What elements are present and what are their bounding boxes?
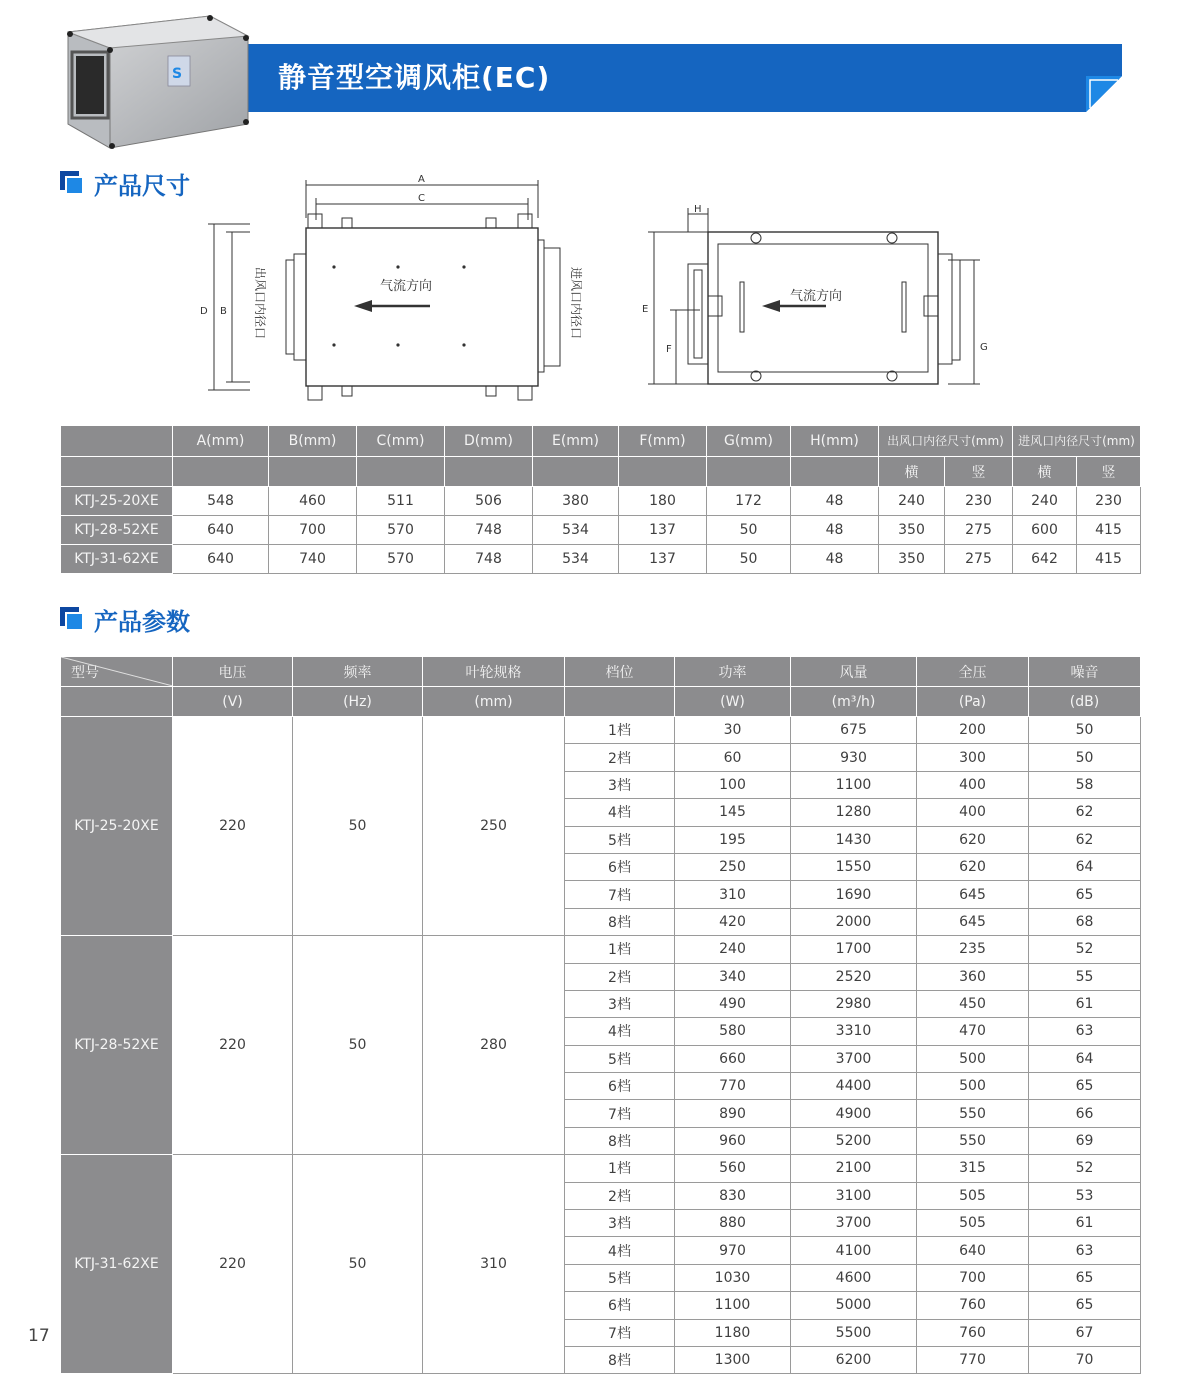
value-cell: 250 — [675, 853, 791, 880]
airflow-label-side: 气流方向 — [790, 289, 843, 304]
model-cell: KTJ-31-62XE — [61, 1155, 173, 1374]
value-cell: 65 — [1029, 1292, 1141, 1319]
value-cell: 5500 — [791, 1319, 917, 1346]
value-cell: 620 — [917, 826, 1029, 853]
value-cell: 450 — [917, 990, 1029, 1017]
speed-cell: 5档 — [565, 1264, 675, 1291]
value-cell: 760 — [917, 1292, 1029, 1319]
value-cell: 5000 — [791, 1292, 917, 1319]
header-frequency: 频率 — [293, 657, 423, 687]
value-cell: 500 — [917, 1073, 1029, 1100]
value-cell: 62 — [1029, 799, 1141, 826]
dim-label-h: H — [694, 204, 702, 215]
value-cell: 415 — [1077, 545, 1141, 574]
value-cell: 534 — [533, 516, 619, 545]
section-title-params: 产品参数 — [60, 602, 190, 636]
value-cell: 52 — [1029, 1155, 1141, 1182]
speed-cell: 5档 — [565, 1045, 675, 1072]
value-cell: 400 — [917, 799, 1029, 826]
table-row — [61, 545, 1141, 574]
value-cell: 642 — [1013, 545, 1077, 574]
model-cell: KTJ-28-52XE — [61, 936, 173, 1155]
value-cell: 235 — [917, 936, 1029, 963]
value-cell: 4900 — [791, 1100, 917, 1127]
value-cell: 890 — [675, 1100, 791, 1127]
value-cell: 48 — [791, 487, 879, 516]
header-voltage: 电压 — [173, 657, 293, 687]
value-cell: 48 — [791, 516, 879, 545]
value-cell: 145 — [675, 799, 791, 826]
value-cell: 50 — [1029, 744, 1141, 771]
sub-header-v: 竖 — [945, 457, 1013, 487]
value-cell: 67 — [1029, 1319, 1141, 1346]
voltage-cell: 220 — [173, 936, 293, 1155]
value-cell: 300 — [917, 744, 1029, 771]
value-cell: 1300 — [675, 1346, 791, 1373]
section-square-icon — [60, 607, 84, 631]
unit-voltage: (V) — [173, 687, 293, 717]
value-cell: 48 — [791, 545, 879, 574]
inlet-label: 进风口内径口 — [569, 267, 583, 340]
value-cell: 2520 — [791, 963, 917, 990]
value-cell: 68 — [1029, 908, 1141, 935]
value-cell: 760 — [917, 1319, 1029, 1346]
section-square-icon — [60, 171, 84, 195]
value-cell: 3100 — [791, 1182, 917, 1209]
unit-noise: (dB) — [1029, 687, 1141, 717]
value-cell: 675 — [791, 717, 917, 744]
impeller-cell: 280 — [423, 936, 565, 1155]
corner-header: 型号 — [61, 657, 173, 687]
speed-cell: 6档 — [565, 1073, 675, 1100]
value-cell: 350 — [879, 545, 945, 574]
voltage-cell: 220 — [173, 1155, 293, 1374]
sub-header-h: 横 — [1013, 457, 1077, 487]
unit-frequency: (Hz) — [293, 687, 423, 717]
model-cell: KTJ-25-20XE — [61, 487, 173, 516]
value-cell: 740 — [269, 545, 357, 574]
value-cell: 240 — [879, 487, 945, 516]
value-cell: 195 — [675, 826, 791, 853]
value-cell: 275 — [945, 516, 1013, 545]
value-cell: 240 — [1013, 487, 1077, 516]
dim-label-d: D — [200, 306, 208, 317]
speed-cell: 1档 — [565, 717, 675, 744]
speed-cell: 2档 — [565, 963, 675, 990]
value-cell: 50 — [707, 516, 791, 545]
table-row — [61, 487, 1141, 516]
table-row — [61, 717, 1141, 744]
model-cell: KTJ-25-20XE — [61, 717, 173, 936]
value-cell: 570 — [357, 545, 445, 574]
value-cell: 880 — [675, 1210, 791, 1237]
value-cell: 505 — [917, 1182, 1029, 1209]
value-cell: 645 — [917, 908, 1029, 935]
sub-header-v: 竖 — [1077, 457, 1141, 487]
value-cell: 960 — [675, 1127, 791, 1154]
value-cell: 1430 — [791, 826, 917, 853]
header-speed: 档位 — [565, 657, 675, 687]
unit-pressure: (Pa) — [917, 687, 1029, 717]
value-cell: 640 — [917, 1237, 1029, 1264]
value-cell: 415 — [1077, 516, 1141, 545]
value-cell: 65 — [1029, 1073, 1141, 1100]
value-cell: 137 — [619, 516, 707, 545]
header-f: F(mm) — [619, 426, 707, 457]
value-cell: 240 — [675, 936, 791, 963]
value-cell: 3700 — [791, 1045, 917, 1072]
speed-cell: 1档 — [565, 936, 675, 963]
value-cell: 65 — [1029, 1264, 1141, 1291]
value-cell: 6200 — [791, 1346, 917, 1373]
dimension-table-body — [61, 487, 1141, 574]
value-cell: 50 — [707, 545, 791, 574]
value-cell: 2000 — [791, 908, 917, 935]
value-cell: 548 — [173, 487, 269, 516]
value-cell: 1030 — [675, 1264, 791, 1291]
dim-label-e: E — [642, 304, 649, 315]
value-cell: 4600 — [791, 1264, 917, 1291]
value-cell: 61 — [1029, 1210, 1141, 1237]
value-cell: 570 — [357, 516, 445, 545]
speed-cell: 2档 — [565, 744, 675, 771]
table-row — [61, 1155, 1141, 1182]
value-cell: 660 — [675, 1045, 791, 1072]
dim-label-a: A — [418, 174, 425, 185]
value-cell: 400 — [917, 771, 1029, 798]
header-h: H(mm) — [791, 426, 879, 457]
value-cell: 640 — [173, 516, 269, 545]
product-image — [60, 12, 252, 152]
speed-cell: 6档 — [565, 1292, 675, 1319]
section-title-dimensions: 产品尺寸 — [60, 166, 190, 200]
value-cell: 1550 — [791, 853, 917, 880]
frequency-cell: 50 — [293, 717, 423, 936]
header-e: E(mm) — [533, 426, 619, 457]
frequency-cell: 50 — [293, 936, 423, 1155]
value-cell: 550 — [917, 1100, 1029, 1127]
value-cell: 137 — [619, 545, 707, 574]
value-cell: 580 — [675, 1018, 791, 1045]
header-d: D(mm) — [445, 426, 533, 457]
speed-cell: 1档 — [565, 1155, 675, 1182]
value-cell: 64 — [1029, 1045, 1141, 1072]
value-cell: 230 — [1077, 487, 1141, 516]
airflow-label: 气流方向 — [380, 279, 433, 294]
value-cell: 420 — [675, 908, 791, 935]
value-cell: 970 — [675, 1237, 791, 1264]
value-cell: 63 — [1029, 1018, 1141, 1045]
header-airflow: 风量 — [791, 657, 917, 687]
side-view-diagram — [630, 200, 990, 400]
unit-impeller: (mm) — [423, 687, 565, 717]
header-power: 功率 — [675, 657, 791, 687]
voltage-cell: 220 — [173, 717, 293, 936]
value-cell: 3310 — [791, 1018, 917, 1045]
value-cell: 748 — [445, 516, 533, 545]
value-cell: 62 — [1029, 826, 1141, 853]
speed-cell: 5档 — [565, 826, 675, 853]
page-number: 17 — [28, 1326, 50, 1346]
dim-label-f: F — [666, 344, 672, 355]
banner-fold-corner — [1086, 76, 1122, 112]
speed-cell: 7档 — [565, 1319, 675, 1346]
value-cell: 230 — [945, 487, 1013, 516]
unit-airflow: (m³/h) — [791, 687, 917, 717]
speed-cell: 8档 — [565, 1346, 675, 1373]
model-cell: KTJ-28-52XE — [61, 516, 173, 545]
value-cell: 200 — [917, 717, 1029, 744]
value-cell: 4400 — [791, 1073, 917, 1100]
value-cell: 172 — [707, 487, 791, 516]
value-cell: 350 — [879, 516, 945, 545]
value-cell: 505 — [917, 1210, 1029, 1237]
value-cell: 770 — [675, 1073, 791, 1100]
value-cell: 700 — [917, 1264, 1029, 1291]
frequency-cell: 50 — [293, 1155, 423, 1374]
value-cell: 534 — [533, 545, 619, 574]
table-row — [61, 936, 1141, 963]
speed-cell: 2档 — [565, 1182, 675, 1209]
speed-cell: 3档 — [565, 990, 675, 1017]
value-cell: 360 — [917, 963, 1029, 990]
header-inlet: 进风口内径尺寸(mm) — [1013, 426, 1141, 457]
model-cell: KTJ-31-62XE — [61, 545, 173, 574]
svg-text:S: S — [172, 66, 183, 82]
header-b: B(mm) — [269, 426, 357, 457]
value-cell: 180 — [619, 487, 707, 516]
value-cell: 770 — [917, 1346, 1029, 1373]
value-cell: 470 — [917, 1018, 1029, 1045]
header-outlet: 出风口内径尺寸(mm) — [879, 426, 1013, 457]
table-row — [61, 516, 1141, 545]
speed-cell: 8档 — [565, 1127, 675, 1154]
value-cell: 55 — [1029, 963, 1141, 990]
impeller-cell: 310 — [423, 1155, 565, 1374]
value-cell: 1100 — [791, 771, 917, 798]
impeller-cell: 250 — [423, 717, 565, 936]
header-impeller: 叶轮规格 — [423, 657, 565, 687]
speed-cell: 7档 — [565, 881, 675, 908]
value-cell: 700 — [269, 516, 357, 545]
sub-header-h: 横 — [879, 457, 945, 487]
value-cell: 50 — [1029, 717, 1141, 744]
value-cell: 275 — [945, 545, 1013, 574]
header-a: A(mm) — [173, 426, 269, 457]
value-cell: 930 — [791, 744, 917, 771]
value-cell: 310 — [675, 881, 791, 908]
unit-power: (W) — [675, 687, 791, 717]
value-cell: 52 — [1029, 936, 1141, 963]
parameter-table-body — [61, 717, 1141, 1374]
value-cell: 70 — [1029, 1346, 1141, 1373]
value-cell: 506 — [445, 487, 533, 516]
header-noise: 噪音 — [1029, 657, 1141, 687]
value-cell: 550 — [917, 1127, 1029, 1154]
speed-cell: 4档 — [565, 1018, 675, 1045]
value-cell: 1700 — [791, 936, 917, 963]
value-cell: 490 — [675, 990, 791, 1017]
value-cell: 3700 — [791, 1210, 917, 1237]
value-cell: 5200 — [791, 1127, 917, 1154]
value-cell: 30 — [675, 717, 791, 744]
value-cell: 1690 — [791, 881, 917, 908]
value-cell: 63 — [1029, 1237, 1141, 1264]
value-cell: 1100 — [675, 1292, 791, 1319]
value-cell: 620 — [917, 853, 1029, 880]
value-cell: 315 — [917, 1155, 1029, 1182]
page-title: 静音型空调风柜(EC) — [278, 61, 551, 94]
value-cell: 645 — [917, 881, 1029, 908]
value-cell: 66 — [1029, 1100, 1141, 1127]
dimension-table — [60, 425, 1141, 574]
header-banner — [240, 44, 1122, 112]
header-c: C(mm) — [357, 426, 445, 457]
header-pressure: 全压 — [917, 657, 1029, 687]
header-blank — [61, 426, 173, 457]
value-cell: 340 — [675, 963, 791, 990]
value-cell: 64 — [1029, 853, 1141, 880]
value-cell: 65 — [1029, 881, 1141, 908]
value-cell: 511 — [357, 487, 445, 516]
value-cell: 380 — [533, 487, 619, 516]
dim-label-b: B — [220, 306, 227, 317]
value-cell: 58 — [1029, 771, 1141, 798]
value-cell: 640 — [173, 545, 269, 574]
speed-cell: 3档 — [565, 1210, 675, 1237]
value-cell: 2980 — [791, 990, 917, 1017]
parameter-table — [60, 656, 1141, 1374]
dim-label-g: G — [980, 342, 988, 353]
value-cell: 61 — [1029, 990, 1141, 1017]
value-cell: 560 — [675, 1155, 791, 1182]
speed-cell: 8档 — [565, 908, 675, 935]
front-view-diagram — [190, 170, 610, 410]
value-cell: 4100 — [791, 1237, 917, 1264]
value-cell: 53 — [1029, 1182, 1141, 1209]
value-cell: 60 — [675, 744, 791, 771]
value-cell: 2100 — [791, 1155, 917, 1182]
unit-speed — [565, 687, 675, 717]
speed-cell: 7档 — [565, 1100, 675, 1127]
outlet-label: 出风口内径口 — [253, 267, 267, 340]
header-g: G(mm) — [707, 426, 791, 457]
speed-cell: 6档 — [565, 853, 675, 880]
value-cell: 69 — [1029, 1127, 1141, 1154]
value-cell: 830 — [675, 1182, 791, 1209]
speed-cell: 4档 — [565, 799, 675, 826]
value-cell: 460 — [269, 487, 357, 516]
speed-cell: 3档 — [565, 771, 675, 798]
speed-cell: 4档 — [565, 1237, 675, 1264]
value-cell: 1280 — [791, 799, 917, 826]
value-cell: 1180 — [675, 1319, 791, 1346]
value-cell: 600 — [1013, 516, 1077, 545]
value-cell: 100 — [675, 771, 791, 798]
dim-label-c: C — [418, 193, 425, 204]
value-cell: 500 — [917, 1045, 1029, 1072]
value-cell: 748 — [445, 545, 533, 574]
